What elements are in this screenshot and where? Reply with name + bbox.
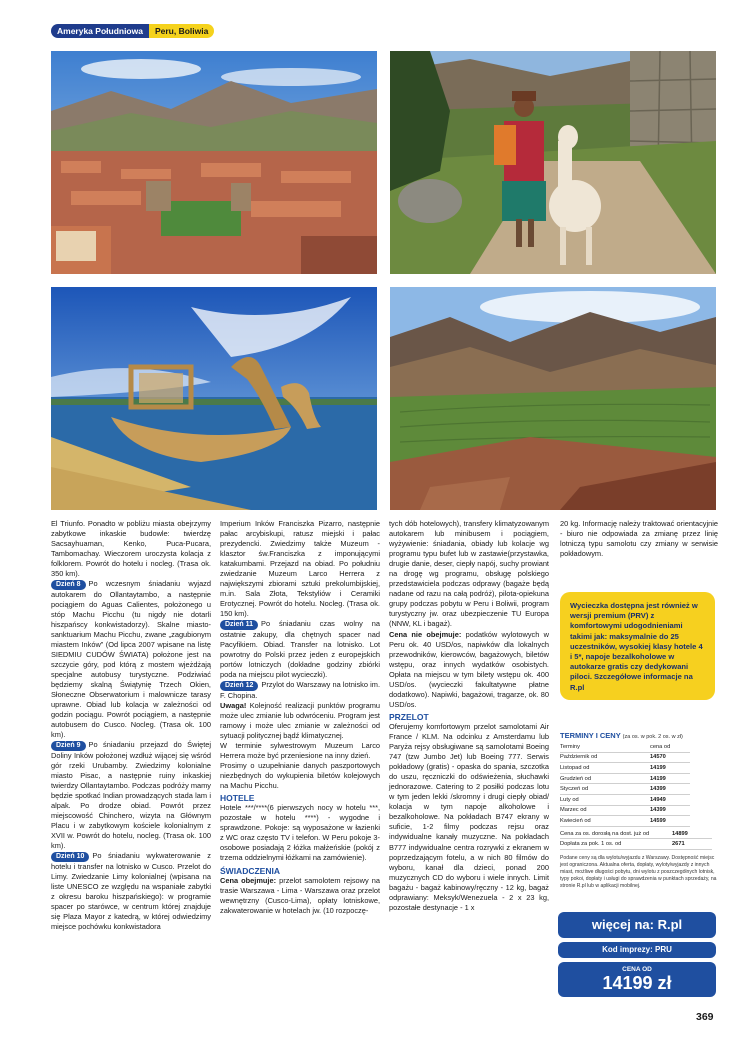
paragraph: 20 kg. Informację należy traktować orientacyjnie - biuro nie odpowiada za zmianę przez linię lotniczą typu samolotu czy zmiany w serwisie pokładowym. [560, 519, 718, 559]
term-cell: Cena za os. dorosłą na dost. już od [560, 829, 672, 839]
table-row [560, 839, 712, 850]
price-cell: 14399 [650, 805, 690, 816]
price-cell: 14599 [650, 816, 690, 827]
day-text: Po śniadaniu przejazd do Świętej Doliny Inków położonej wzdłuż wijącej się wśród gór rzeki Urubamby. Zwiedzimy kolonialne miasto Pisac, a następnie ruiny inkaskiej twierdzy Ollantaytambo. Podczas podróży mamy będzie spotkać Indian prowadzących stada lam i alpak. Po drodze obiad. Powrót przez miejscowość Chinchero, wizyta na Głównym Placu i w zabytkowym kościele kolonialnym z XVII w. Powrót do hotelu, nocleg. (Trasa ok. 100 km). [51, 740, 211, 851]
day-11-paragraph [220, 619, 380, 680]
price-cell: 2671 [672, 839, 712, 850]
term-cell: Luty od [560, 794, 650, 805]
price-cell: 14570 [650, 752, 690, 763]
day-text: Po wczesnym śniadaniu wyjazd autokarem do Ollantaytambo, a następnie pociągiem do Aguas Calientes, położonego u stóp Machu Picchu (tu nigdy nie dotarli hiszpańscy konkwistadorzy). Skalne miasto-sanktuarium Machu Picchu, zwane „zagubionym miastem Inków” (Od lipca 2007 wpisane na listę SIEDMIU CUDÓW ŚWIATA) położone jest na szczycie góry, pod którą z mostem wjeżdżają specjalne autobusy turystyczne. Podziwiać będziemy skalną Świątynię Trzech Okien, Słoneczne Obserwatorium i malownicze tarasy uprawne. Obiad lub kolacja w zależności od godzin pociągu. Powrót pociągiem, a następnie autobusem do Cusco. Nocleg. (Trasa ok. 100 km). [51, 579, 211, 740]
paragraph: Oferujemy komfortowym przelot samolotami Air France / KLM. Na odcinku z Amsterdamu lub Paryża rejsy obsługiwane są samolotami Boeing 747 (tzw Jumbo Jet) lub Boeing 777. Serwis pokładowy (gratis) - opaska do spania, szczotka do uszu, ręczniczki do odświeżenia, słuchawki jednorazowe. Catering to 2 posiłki podczas lotu w tym jeden lekki /skromny i drugi ciepły obiad/ kolacja w tym napoje alkoholowe i bezalkoholowe. Na pokładach B747 ekrany w suficie, 1-2 filmy podczas rejsu oraz indywidualne kanały muzyczne. Na pokładach B777 indywidualne centra rozrywki z ekranem w poprzedzającym fotelu, a w nich 80 filmów do wyboru, kanał dla dzieci, ponad 200 muzycznych CD do wyboru i wiele innych. Limit bagażu - bagaż kabinowy/ręczny - 12 kg, bagaż odprawiany: Meksyk/Wenezuela - 2 x 23 kg, pozostałe destynacje - 1 x [389, 721, 549, 912]
extra-price-table [560, 829, 712, 850]
day-text: Po śniadaniu czas wolny na ostatnie zakupy, dla chętnych spacer nad Pacyfikiem. Obiad. Transfer na lotnisko. Lot powrotny do Polski przez jeden z europejskich portów lotniczych (dokładne godziny zbiórki poda na miejscu pilot wycieczki). [220, 619, 380, 680]
table-row [560, 805, 690, 816]
price-table-section [560, 731, 720, 890]
promo-text: Wycieczka dostępna jest również w wersji premium (PRV) z komfortowymi udogodnieniami takimi jak: maksymalnie do 25 uczestników, wysokiej klasy hotele 4 i 5*, napoje bezalkoholowe w autokarze gratis czy dedykowani piloci. Szczegółowe informacje na R.pl [570, 601, 703, 692]
notice-label: Uwaga! [220, 700, 247, 710]
term-cell: Kwiecień od [560, 816, 650, 827]
day-badge: Dzień 11 [220, 620, 258, 630]
price-badge [558, 962, 716, 997]
table-header-row [560, 742, 690, 752]
excluded-label: Cena nie obejmuje: [389, 629, 462, 639]
more-info-button[interactable]: więcej na: R.pl [558, 912, 716, 938]
hotels-heading: HOTELE [220, 793, 255, 804]
day-9-paragraph [51, 740, 211, 851]
price-table [560, 742, 690, 827]
day-text: Przylot do Warszawy na lotnisko im. F. Chopina. [220, 680, 380, 700]
included-text: przelot samolotem rejsowy na trasie Warszawa - Lima - Warszawa oraz przelot wewnętrzny (Cusco-Lima), opłaty lotniskowe, zakwaterowanie w hotelach jw. (10 rozpoczę- [220, 875, 381, 915]
header-price: cena od [650, 742, 690, 752]
table-row [560, 763, 690, 774]
price-cell: 14949 [650, 794, 690, 805]
premium-promo-box [560, 592, 715, 700]
table-row [560, 829, 712, 839]
day-text: Po śniadaniu wykwaterowanie z hotelu i transfer na lotnisko w Cusco. Przelot do Limy. Zwiedzanie Limy kolonialnej (wpisana na liste UNESCO ze względu na wspaniałe zabytki z okresu baroku hiszpańskiego): w programie spacer po starówce, w centrum której znajduje się Plaza Mayor z katedrą, w której odwiedzimy miejsce pochówku konkwistadora [51, 851, 211, 932]
day-badge: Dzień 9 [51, 741, 86, 751]
page-number: 369 [696, 1011, 714, 1023]
day-12-paragraph [220, 680, 380, 701]
price-badge-value: 14199 zł [602, 973, 672, 993]
day-badge: Dzień 8 [51, 580, 86, 590]
price-cell: 14399 [650, 784, 690, 795]
term-cell: Styczeń od [560, 784, 650, 795]
table-row [560, 752, 690, 763]
term-cell: Listopad od [560, 763, 650, 774]
paragraph: W terminie sylwestrowym Muzeum Larco Herrera może być przeniesione na inny dzień. [220, 740, 380, 760]
country-tag: Peru, Boliwia [149, 24, 214, 38]
price-note: Podane ceny są dla wylotu/wyjazdu z Warszawy. Dostępność miejsc jest ograniczona. Aktualna oferta, dopłaty, wyloty/wyjazdy z innych miast, możliwe długości pobytu, dni wylotu z poszczególnych lotnisk, typy pokoi, dopłaty i usługi do sprawdzenia w punktach sprzedaży, na stronie R.pl lub w aplikacji mobilnej. [560, 854, 717, 889]
flight-heading: PRZELOT [389, 711, 429, 722]
reed-boat-titicaca-photo [51, 287, 377, 510]
price-cell: 14899 [672, 829, 712, 839]
table-row [560, 773, 690, 784]
paragraph: Hotele ***/****(6 pierwszych nocy w hotelu ***, pozostałe w hotelu ****) - wygodne i sprawdzone. Pokoje: są wyposażone w łazienki z WC oraz często TV i telefon. W Peru pokoje 3-osobowe posiadają 2 łóżka małżeńskie (pokój z trzema oddzielnymi łóżkami na zamówienie). [220, 803, 380, 863]
excluded-text: podatków wylotowych w Peru ok. 40 USD/os, napiwków dla lokalnych przewodników, kierowców, bagażowych, biletów wstępu, oraz innych wydatków osobistych. Opłata na miejscu w tym bilety wstępu ok. 400 USD/os. (wycieczki fakultatywne płatne dodatkowo). Napiwki, bagażowi, tragarze, ok. 80 USD/os. [389, 629, 549, 709]
tour-code-badge: Kod imprezy: PRU [558, 942, 716, 958]
term-cell: Październik od [560, 752, 650, 763]
table-row [560, 794, 690, 805]
excluded-paragraph [389, 630, 549, 710]
cusco-panorama-photo [51, 51, 377, 274]
text-column-1 [51, 519, 211, 932]
price-badge-label: CENA OD [622, 966, 652, 973]
term-cell: Dopłata za pok. 1 os. od [560, 839, 672, 850]
day-8-paragraph [51, 579, 211, 740]
paragraph: tych dób hotelowych), transfery klimatyzowanym autokarem lub minibusem i pociągiem, wyżywienie: śniadania, obiady lub kolacje wg programu typu bufet lub w zastawie(przystawka, drugie danie, deser, ciepły napój, suchy prowiant na drogę wg programu, obsługę polskiego przedstawiciela podczas odprawy (bagaże będą nadane od razu na całą podróż), pilota-opiekuna grupy podczas pobytu w Peru i Boliwii, program turystyczny jw. oraz ubezpieczenie TU Europa (NNW, KL i bagaż). [389, 519, 549, 629]
day-badge: Dzień 10 [51, 852, 89, 862]
price-cell: 14199 [650, 763, 690, 774]
included-label: Cena obejmuje: [220, 875, 277, 885]
price-title-text: TERMINY I CENY [560, 731, 621, 740]
text-column-2 [220, 519, 380, 916]
paragraph: El Triunfo. Ponadto w pobliżu miasta obejrzymy zabytkowe inkaskie budowle: twierdzę Sacsayhuaman, Kenko, Puca-Pucara, Tambomachay. Wieczorem uroczysta kolacja z folklorem. Powrót do hotelu i nocleg. (Trasa ok. 350 km). [51, 519, 211, 579]
region-tag: Ameryka Południowa [51, 24, 149, 38]
text-column-3 [389, 519, 549, 913]
price-subtitle: (za os. w pok. 2 os. w zł) [622, 734, 683, 740]
header-term: Terminy [560, 742, 650, 752]
table-row [560, 816, 690, 827]
day-badge: Dzień 12 [220, 681, 258, 691]
notice-paragraph [220, 701, 380, 741]
table-row [560, 784, 690, 795]
andean-woman-llama-photo [390, 51, 716, 274]
day-10-paragraph [51, 851, 211, 932]
term-cell: Marzec od [560, 805, 650, 816]
price-table-title [560, 731, 720, 740]
services-heading: ŚWIADCZENIA [220, 865, 280, 876]
text-column-4 [560, 519, 718, 559]
destination-tags [51, 24, 214, 38]
colca-canyon-photo [390, 287, 716, 510]
paragraph: Imperium Inków Franciszka Pizarro, następnie pałac arcybiskupi, ratusz miejski i pałac prezydencki. Zwiedzimy także Muzeum - klasztor św.Franciszka z imponującymi katakumbami. Przejazd na obiad. Po południu zwiedzanie Muzeum Larco Herrera z największymi zbiorami sztuki prekolumbijskiej, m.in. Sala Złota, Tekstyliów i Ceramiki Erotycznej. Powrót do hotelu. Nocleg. (Trasa ok. 150 km). [220, 519, 380, 619]
notice-text: Kolejność realizacji punktów programu może ulec zmianie lub odwróceniu. Program jest ramowy i może ulec zmianie w zależności od sytuacji politycznej bądź klimatycznej. [220, 700, 380, 740]
price-cell: 14199 [650, 773, 690, 784]
paragraph: Prosimy o uzupełnianie danych paszportowych niezbędnych do wykupienia biletów kolejowych na Machu Picchu. [220, 761, 380, 791]
term-cell: Grudzień od [560, 773, 650, 784]
services-paragraph [220, 876, 380, 916]
